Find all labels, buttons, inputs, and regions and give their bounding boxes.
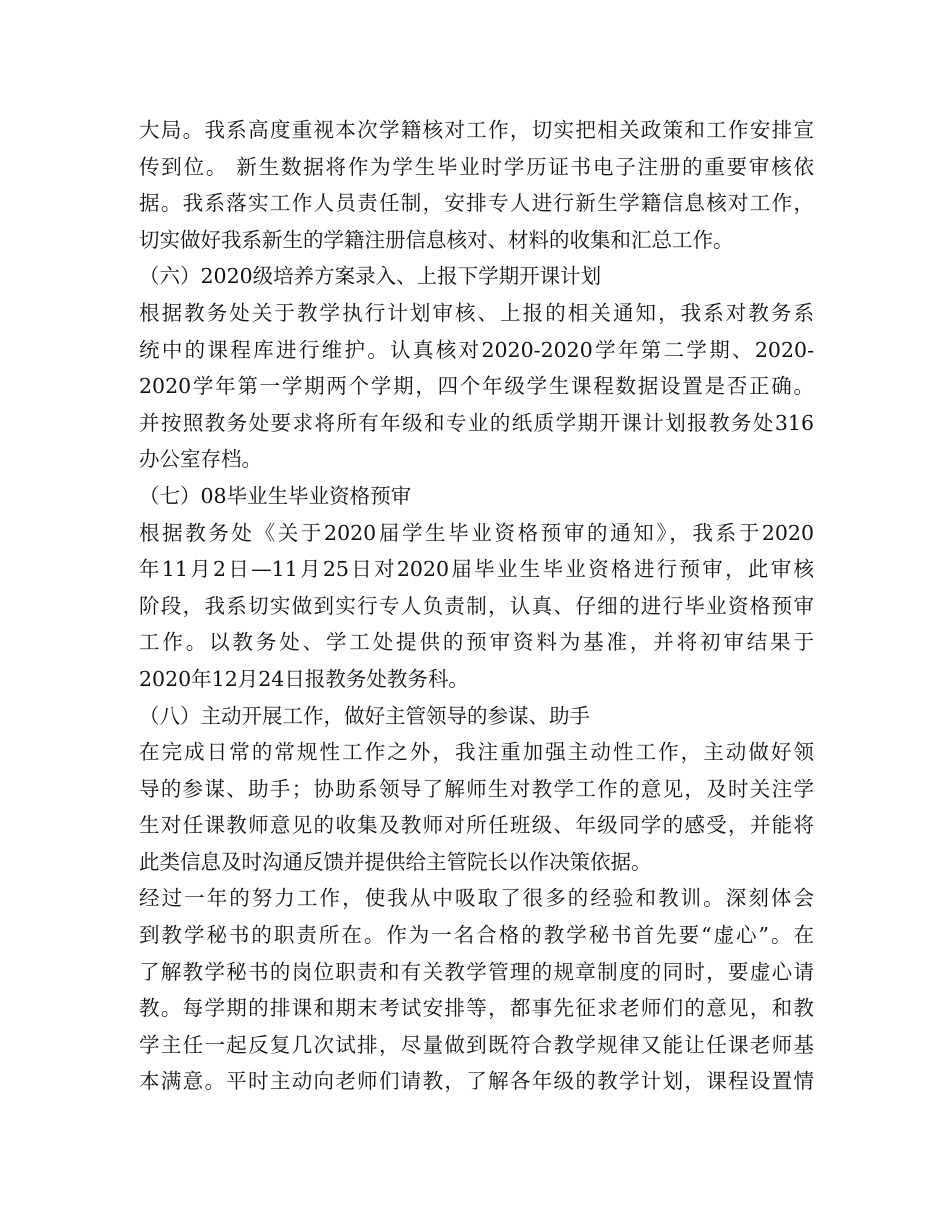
- text-line: 传到位。 新生数据将作为学生毕业时学历证书电子注册的重要审核依: [139, 154, 814, 179]
- text-line: 统中的课程库进行维护。认真核对2020-2020学年第二学期、2020-: [139, 337, 814, 362]
- text-line: 大局。我系高度重视本次学籍核对工作，切实把相关政策和工作安排宣: [139, 118, 814, 142]
- text-line: 并按照教务处要求将所有年级和专业的纸质学期开课计划报教务处316: [139, 410, 814, 435]
- text-line: 在完成日常的常规性工作之外，我注重加强主动性工作，主动做好领: [139, 740, 814, 765]
- text-line: 导的参谋、助手；协助系领导了解师生对教学工作的意见，及时关注学: [139, 776, 814, 801]
- document-body: [139, 112, 814, 1100]
- text-line: 根据教务处关于教学执行计划审核、上报的相关通知，我系对教务系: [139, 300, 814, 325]
- text-line: 本满意。平时主动向老师们请教，了解各年级的教学计划，课程设置情: [139, 1069, 814, 1094]
- section-heading-7: （七）08毕业生毕业资格预审: [139, 483, 412, 508]
- text-line: 切实做好我系新生的学籍注册信息核对、材料的收集和汇总工作。: [139, 227, 734, 252]
- text-line: 到教学秘书的职责所在。作为一名合格的教学秘书首先要“虚心”。在: [139, 923, 814, 948]
- text-line: 根据教务处《关于2020届学生毕业资格预审的通知》，我系于2020: [139, 520, 814, 545]
- text-line: 此类信息及时沟通反馈并提供给主管院长以作决策依据。: [139, 849, 652, 874]
- text-line: 生对任课教师意见的收集及教师对所任班级、年级同学的感受，并能将: [139, 813, 814, 838]
- text-line: 2020年12月24日报教务处教务科。: [139, 666, 469, 691]
- text-line: 据。我系落实工作人员责任制，安排专人进行新生学籍信息核对工作，: [139, 191, 814, 216]
- text-line: 年11月2日—11月25日对2020届毕业生毕业资格进行预审，此审核: [139, 557, 814, 582]
- text-line: 阶段，我系切实做到实行专人负责制，认真、仔细的进行毕业资格预审: [139, 593, 814, 618]
- text-line: 2020学年第一学期两个学期，四个年级学生课程数据设置是否正确。: [139, 374, 814, 399]
- text-line: 办公室存档。: [139, 447, 262, 472]
- text-line: 工作。以教务处、学工处提供的预审资料为基准，并将初审结果于: [139, 630, 814, 655]
- text-line: 了解教学秘书的岗位职责和有关教学管理的规章制度的同时，要虚心请: [139, 959, 814, 984]
- text-line: 经过一年的努力工作，使我从中吸取了很多的经验和教训。深刻体会: [139, 886, 814, 911]
- text-line: 教。每学期的排课和期末考试安排等，都事先征求老师们的意见，和教: [139, 996, 814, 1021]
- section-heading-6: （六）2020级培养方案录入、上报下学期开课计划: [139, 264, 602, 289]
- section-heading-8: （八）主动开展工作，做好主管领导的参谋、助手: [139, 703, 590, 728]
- text-line: 学主任一起反复几次试排，尽量做到既符合教学规律又能让任课老师基: [139, 1032, 814, 1057]
